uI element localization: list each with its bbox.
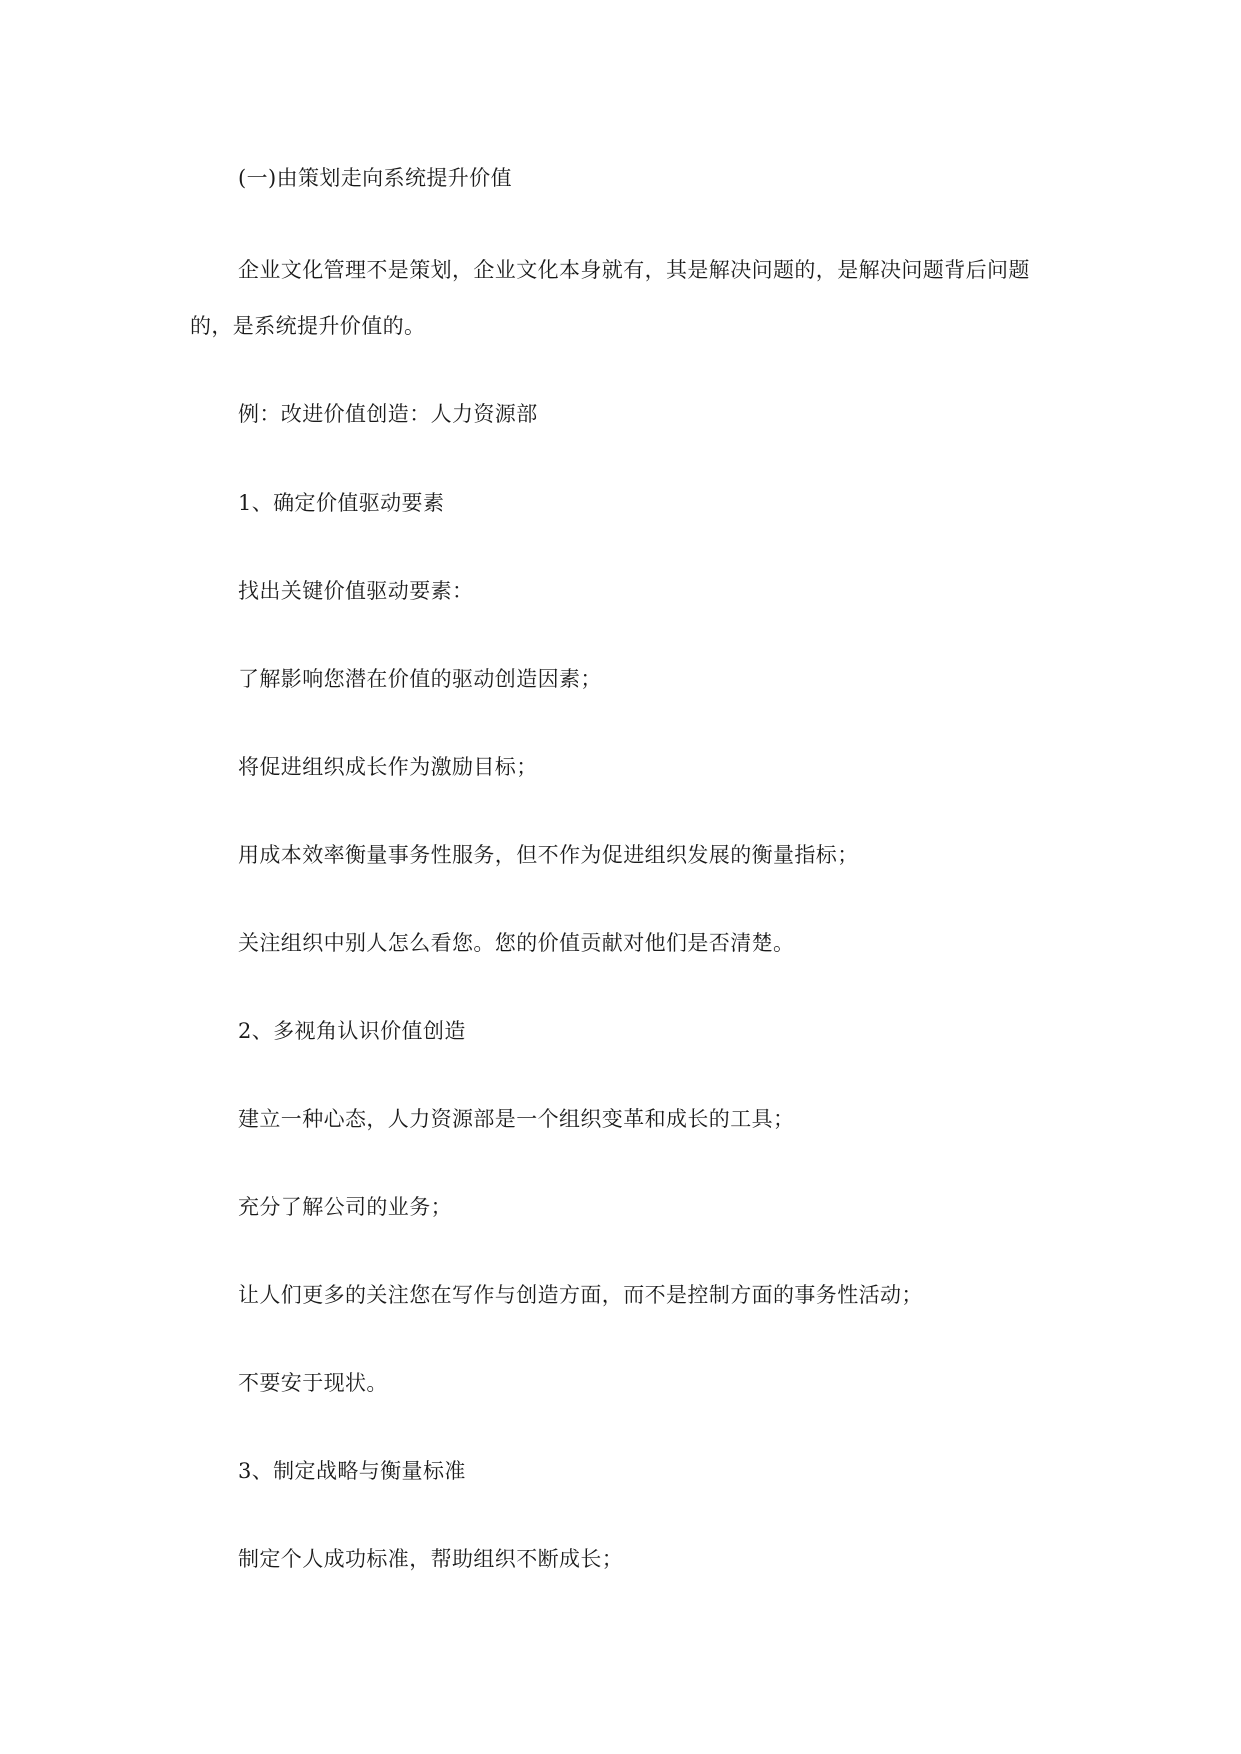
item-2-heading: 2、多视角认识价值创造: [238, 1019, 466, 1043]
item-1-line: 用成本效率衡量事务性服务，但不作为促进组织发展的衡量指标；: [238, 843, 859, 867]
example-title: 例：改进价值创造：人力资源部: [238, 402, 538, 426]
item-2-line: 不要安于现状。: [238, 1371, 388, 1395]
intro-paragraph-line-2: 的，是系统提升价值的。: [190, 314, 426, 338]
item-1-line: 将促进组织成长作为激励目标；: [238, 755, 538, 779]
item-1-heading: 1、确定价值驱动要素: [238, 491, 445, 515]
item-2-line: 充分了解公司的业务；: [238, 1195, 452, 1219]
item-1-line: 了解影响您潜在价值的驱动创造因素；: [238, 667, 602, 691]
item-3-heading: 3、制定战略与衡量标准: [238, 1459, 466, 1483]
item-1-line: 找出关键价值驱动要素：: [238, 579, 474, 603]
item-2-line: 让人们更多的关注您在写作与创造方面，而不是控制方面的事务性活动；: [238, 1283, 923, 1307]
section-heading: (一)由策划走向系统提升价值: [238, 166, 512, 190]
item-2-line: 建立一种心态，人力资源部是一个组织变革和成长的工具；: [238, 1107, 795, 1131]
intro-paragraph-line-1: 企业文化管理不是策划，企业文化本身就有，其是解决问题的，是解决问题背后问题: [238, 258, 1030, 282]
item-3-line: 制定个人成功标准，帮助组织不断成长；: [238, 1547, 624, 1571]
item-1-line: 关注组织中别人怎么看您。您的价值贡献对他们是否清楚。: [238, 931, 795, 955]
